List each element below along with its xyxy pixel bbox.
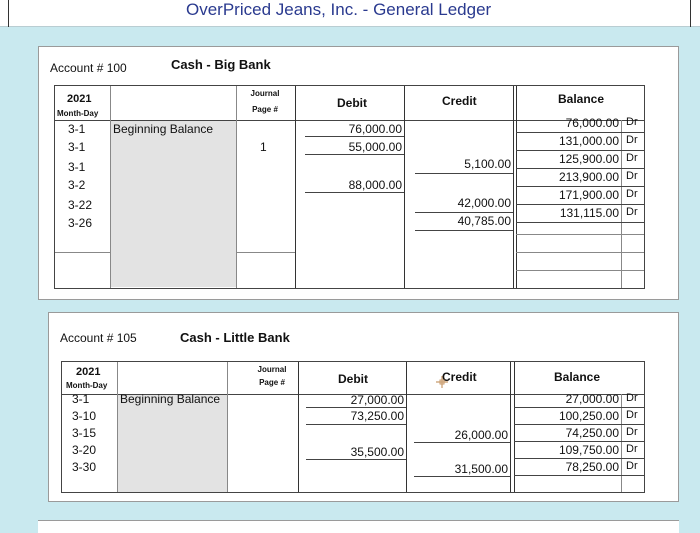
debit-rule [305,192,404,193]
dr-cr-cell: Dr [626,392,638,404]
month-day-header: Month-Day [66,381,108,390]
debit-cell: 76,000.00 [348,122,402,136]
col-line [298,362,299,492]
date-cell: 3-10 [72,409,97,423]
balance-rule [514,458,644,459]
right-edge [690,0,691,27]
credit-rule [414,442,510,443]
journal-header: Journal [250,89,280,98]
balance-rule [514,424,644,425]
debit-cell: 27,000.00 [350,393,404,407]
balance-cell: 74,250.00 [565,426,619,440]
header-divider [55,120,516,121]
col-line [514,362,515,492]
date-cell: 3-1 [68,122,86,136]
balance-rule [516,204,644,205]
account-number: Account # 100 [50,61,127,75]
debit-rule [306,459,406,460]
credit-rule [414,476,510,477]
dr-cr-cell: Dr [626,188,638,200]
move-cursor-icon [436,376,448,388]
date-cell: 3-15 [72,426,97,440]
balance-rule [516,132,644,133]
dr-cr-cell: Dr [626,152,638,164]
dr-cr-cell: Dr [626,443,638,455]
dr-cr-cell: Dr [626,116,638,128]
page-header: Page # [259,378,285,387]
credit-header: Credit [442,94,477,108]
item-cell: Beginning Balance [120,392,221,406]
col-line [110,86,111,288]
date-cell: 3-2 [68,178,86,192]
credit-cell: 42,000.00 [457,196,511,210]
ledger-table [61,361,645,493]
grid-line [236,252,295,253]
item-column-shading [117,395,227,492]
col-line [404,86,405,288]
debit-cell: 55,000.00 [348,140,402,154]
balance-cell: 171,900.00 [558,188,619,202]
col-line [117,362,118,492]
month-day-header: Month-Day [57,109,99,118]
balance-rule [514,441,644,442]
debit-cell: 88,000.00 [348,178,402,192]
title-strip [0,0,700,27]
dr-cr-cell: Dr [626,206,638,218]
balance-cell: 213,900.00 [558,170,619,184]
page-title: OverPriced Jeans, Inc. - General Ledger [186,0,492,19]
grid-line [55,252,110,253]
col-line [227,362,228,492]
balance-rule [516,186,644,187]
credit-cell: 40,785.00 [457,214,511,228]
dr-cr-cell: Dr [626,134,638,146]
balance-header: Balance [554,370,601,384]
col-line [295,86,296,288]
year-header: 2021 [76,366,101,378]
date-cell: 3-20 [72,443,97,457]
credit-rule [415,173,513,174]
account-number: Account # 105 [60,331,137,345]
balance-cell: 76,000.00 [565,116,619,130]
balance-cell: 109,750.00 [558,443,619,457]
page-cell: 1 [260,140,267,154]
debit-rule [305,154,404,155]
date-cell: 3-26 [68,216,93,230]
balance-cell: 131,115.00 [559,206,619,220]
col-line [621,394,622,492]
grid-line [516,270,644,271]
debit-cell: 35,500.00 [350,445,404,459]
col-line [236,86,237,288]
item-column-shading [110,121,236,287]
balance-cell: 27,000.00 [565,392,619,406]
balance-cell: 100,250.00 [558,409,619,423]
account-100-panel [38,46,679,300]
date-cell: 3-30 [72,460,97,474]
page-header: Page # [252,105,278,114]
year-header: 2021 [67,93,92,105]
date-cell: 3-1 [72,392,90,406]
credit-header: Credit [442,370,477,384]
debit-header: Debit [337,96,367,110]
dr-cr-cell: Dr [626,460,638,472]
balance-rule [514,475,644,476]
credit-rule [415,212,513,213]
credit-cell: 5,100.00 [464,157,511,171]
next-panel-edge [38,520,679,533]
date-cell: 3-1 [68,160,86,174]
balance-cell: 78,250.00 [565,460,619,474]
balance-rule [514,407,644,408]
ledger-table [54,85,645,289]
debit-cell: 73,250.00 [350,409,404,423]
dr-cr-cell: Dr [626,426,638,438]
grid-line [516,234,644,235]
dr-cr-cell: Dr [626,409,638,421]
balance-cell: 131,000.00 [558,134,619,148]
date-cell: 3-1 [68,140,86,154]
left-edge [8,0,9,27]
credit-rule [415,230,513,231]
balance-header: Balance [558,92,605,106]
debit-header: Debit [338,372,368,386]
dr-cr-cell: Dr [626,170,638,182]
balance-rule [516,222,644,223]
account-105-panel [48,312,679,502]
journal-header: Journal [257,365,287,374]
col-line [406,362,407,492]
debit-rule [305,136,404,137]
balance-rule [516,150,644,151]
balance-cell: 125,900.00 [558,152,619,166]
grid-line [516,252,644,253]
item-cell: Beginning Balance [113,122,214,136]
account-name: Cash - Little Bank [180,330,290,345]
col-line [510,362,511,492]
debit-rule [306,407,406,408]
account-name: Cash - Big Bank [171,57,271,72]
credit-cell: 31,500.00 [454,462,508,476]
debit-rule [306,424,406,425]
credit-cell: 26,000.00 [454,428,508,442]
balance-rule [516,168,644,169]
date-cell: 3-22 [68,198,93,212]
col-line [513,86,514,288]
